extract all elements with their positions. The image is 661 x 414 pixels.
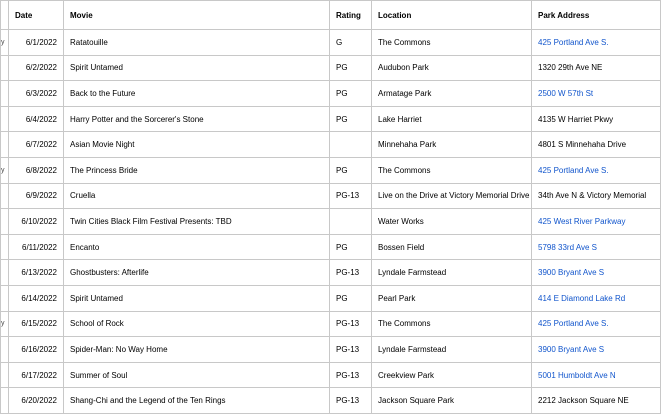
cell-location[interactable]: Armatage Park xyxy=(372,81,532,107)
cell-rating[interactable]: PG-13 xyxy=(330,260,372,286)
cell-movie[interactable]: Asian Movie Night xyxy=(64,132,330,158)
table-row[interactable] xyxy=(1,285,661,311)
cell-address[interactable]: 414 E Diamond Lake Rd xyxy=(532,285,661,311)
cell-day-marker[interactable]: y xyxy=(1,157,9,183)
cell-rating[interactable]: PG-13 xyxy=(330,183,372,209)
cell-address[interactable]: 425 Portland Ave S. xyxy=(532,311,661,337)
cell-date[interactable]: 6/1/2022 xyxy=(9,30,64,56)
cell-rating[interactable]: PG-13 xyxy=(330,388,372,414)
cell-location[interactable]: The Commons xyxy=(372,311,532,337)
cell-rating[interactable] xyxy=(330,209,372,235)
cell-day-marker[interactable] xyxy=(1,209,9,235)
cell-address[interactable]: 4135 W Harriet Pkwy xyxy=(532,106,661,132)
table-row[interactable] xyxy=(1,209,661,235)
cell-movie[interactable]: Spirit Untamed xyxy=(64,55,330,81)
cell-date[interactable]: 6/9/2022 xyxy=(9,183,64,209)
cell-rating[interactable]: PG xyxy=(330,285,372,311)
cell-day-marker[interactable] xyxy=(1,132,9,158)
cell-day-marker[interactable] xyxy=(1,106,9,132)
header-address[interactable]: Park Address xyxy=(532,1,661,30)
cell-day-marker[interactable]: y xyxy=(1,311,9,337)
cell-day-marker[interactable] xyxy=(1,234,9,260)
table-row[interactable] xyxy=(1,311,661,337)
cell-location[interactable]: Bossen Field xyxy=(372,234,532,260)
header-date[interactable]: Date xyxy=(9,1,64,30)
table-row[interactable] xyxy=(1,30,661,56)
cell-movie[interactable]: Spider-Man: No Way Home xyxy=(64,337,330,363)
header-movie[interactable]: Movie xyxy=(64,1,330,30)
cell-date[interactable]: 6/13/2022 xyxy=(9,260,64,286)
table-row[interactable] xyxy=(1,260,661,286)
cell-location[interactable]: The Commons xyxy=(372,30,532,56)
cell-date[interactable]: 6/10/2022 xyxy=(9,209,64,235)
cell-address[interactable]: 5798 33rd Ave S xyxy=(532,234,661,260)
cell-location[interactable]: The Commons xyxy=(372,157,532,183)
cell-movie[interactable]: Cruella xyxy=(64,183,330,209)
cell-address[interactable]: 34th Ave N & Victory Memorial xyxy=(532,183,661,209)
cell-day-marker[interactable] xyxy=(1,362,9,388)
cell-date[interactable]: 6/11/2022 xyxy=(9,234,64,260)
cell-movie[interactable]: Shang-Chi and the Legend of the Ten Rings xyxy=(64,388,330,414)
cell-date[interactable]: 6/8/2022 xyxy=(9,157,64,183)
cell-day-marker[interactable] xyxy=(1,285,9,311)
cell-address[interactable]: 2212 Jackson Square NE xyxy=(532,388,661,414)
cell-location[interactable]: Minnehaha Park xyxy=(372,132,532,158)
cell-location[interactable]: Water Works xyxy=(372,209,532,235)
cell-rating[interactable]: PG xyxy=(330,81,372,107)
cell-location[interactable]: Lyndale Farmstead xyxy=(372,337,532,363)
header-location[interactable]: Location xyxy=(372,1,532,30)
cell-movie[interactable]: Spirit Untamed xyxy=(64,285,330,311)
table-row[interactable] xyxy=(1,132,661,158)
cell-rating[interactable]: PG xyxy=(330,234,372,260)
cell-location[interactable]: Creekview Park xyxy=(372,362,532,388)
cell-movie[interactable]: Harry Potter and the Sorcerer's Stone xyxy=(64,106,330,132)
cell-movie[interactable]: School of Rock xyxy=(64,311,330,337)
cell-date[interactable]: 6/14/2022 xyxy=(9,285,64,311)
header-day[interactable] xyxy=(1,1,9,30)
cell-address[interactable]: 5001 Humboldt Ave N xyxy=(532,362,661,388)
cell-date[interactable]: 6/15/2022 xyxy=(9,311,64,337)
cell-address[interactable]: 3900 Bryant Ave S xyxy=(532,260,661,286)
cell-rating[interactable]: PG-13 xyxy=(330,311,372,337)
cell-rating[interactable]: PG xyxy=(330,55,372,81)
cell-movie[interactable]: Summer of Soul xyxy=(64,362,330,388)
cell-day-marker[interactable] xyxy=(1,55,9,81)
cell-address[interactable]: 1320 29th Ave NE xyxy=(532,55,661,81)
cell-date[interactable]: 6/17/2022 xyxy=(9,362,64,388)
cell-date[interactable]: 6/20/2022 xyxy=(9,388,64,414)
cell-day-marker[interactable]: y xyxy=(1,30,9,56)
cell-date[interactable]: 6/4/2022 xyxy=(9,106,64,132)
cell-date[interactable]: 6/7/2022 xyxy=(9,132,64,158)
cell-rating[interactable]: G xyxy=(330,30,372,56)
cell-date[interactable]: 6/2/2022 xyxy=(9,55,64,81)
table-row[interactable] xyxy=(1,337,661,363)
table-row[interactable] xyxy=(1,234,661,260)
cell-movie[interactable]: Ratatouille xyxy=(64,30,330,56)
cell-day-marker[interactable] xyxy=(1,81,9,107)
cell-location[interactable]: Lake Harriet xyxy=(372,106,532,132)
cell-location[interactable]: Lyndale Farmstead xyxy=(372,260,532,286)
cell-address[interactable]: 3900 Bryant Ave S xyxy=(532,337,661,363)
cell-address[interactable]: 4801 S Minnehaha Drive xyxy=(532,132,661,158)
table-row[interactable] xyxy=(1,362,661,388)
cell-address[interactable]: 425 Portland Ave S. xyxy=(532,157,661,183)
cell-address[interactable]: 425 Portland Ave S. xyxy=(532,30,661,56)
table-row[interactable] xyxy=(1,388,661,414)
cell-address[interactable]: 425 West River Parkway xyxy=(532,209,661,235)
cell-rating[interactable]: PG xyxy=(330,157,372,183)
header-rating[interactable]: Rating xyxy=(330,1,372,30)
cell-day-marker[interactable] xyxy=(1,260,9,286)
cell-location[interactable]: Jackson Square Park xyxy=(372,388,532,414)
cell-rating[interactable]: PG xyxy=(330,106,372,132)
cell-day-marker[interactable] xyxy=(1,388,9,414)
cell-address[interactable]: 2500 W 57th St xyxy=(532,81,661,107)
table-row[interactable] xyxy=(1,157,661,183)
table-row[interactable] xyxy=(1,81,661,107)
cell-rating[interactable] xyxy=(330,132,372,158)
cell-day-marker[interactable] xyxy=(1,337,9,363)
cell-location[interactable]: Live on the Drive at Victory Memorial Drive xyxy=(372,183,532,209)
cell-movie[interactable]: Twin Cities Black Film Festival Presents: TBD xyxy=(64,209,330,235)
cell-date[interactable]: 6/16/2022 xyxy=(9,337,64,363)
cell-movie[interactable]: Ghostbusters: Afterlife xyxy=(64,260,330,286)
cell-location[interactable]: Pearl Park xyxy=(372,285,532,311)
cell-movie[interactable]: The Princess Bride xyxy=(64,157,330,183)
cell-location[interactable]: Audubon Park xyxy=(372,55,532,81)
cell-movie[interactable]: Back to the Future xyxy=(64,81,330,107)
cell-date[interactable]: 6/3/2022 xyxy=(9,81,64,107)
table-row[interactable] xyxy=(1,183,661,209)
cell-movie[interactable]: Encanto xyxy=(64,234,330,260)
table-row[interactable] xyxy=(1,106,661,132)
table-row[interactable] xyxy=(1,55,661,81)
header-row xyxy=(1,1,661,30)
cell-day-marker[interactable] xyxy=(1,183,9,209)
cell-rating[interactable]: PG-13 xyxy=(330,362,372,388)
cell-rating[interactable]: PG-13 xyxy=(330,337,372,363)
